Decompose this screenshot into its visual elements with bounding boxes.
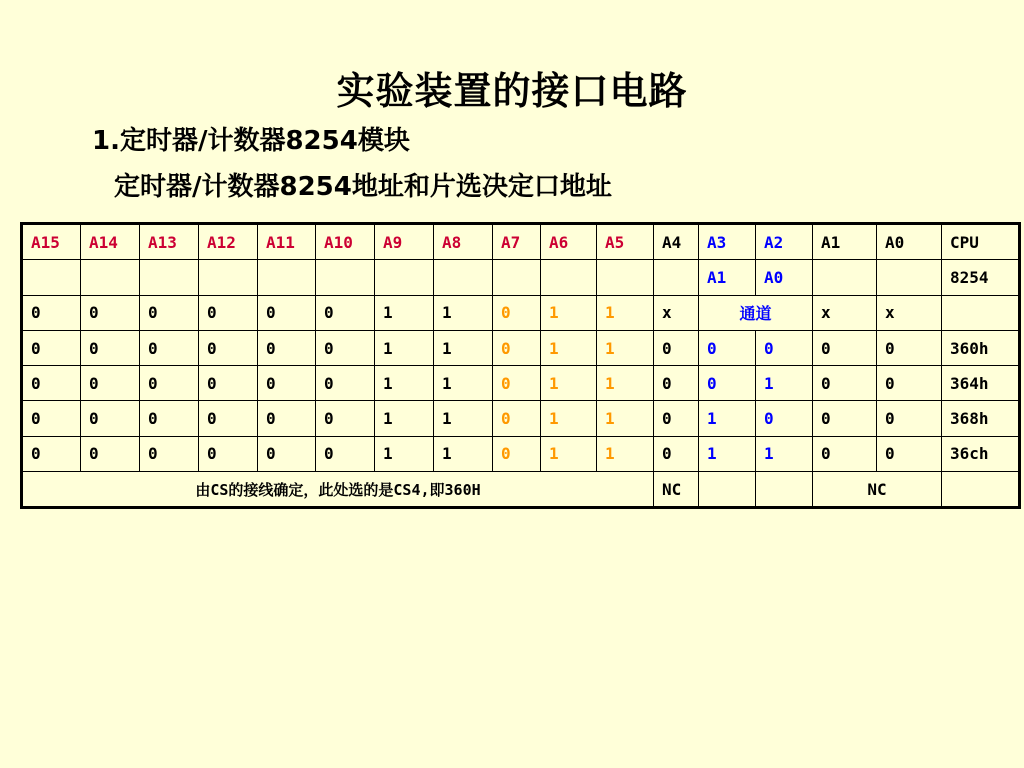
bit-cell: 1 — [375, 366, 434, 401]
bit-cell: 0 — [813, 366, 877, 401]
section-heading: 1.定时器/计数器8254模块 — [92, 126, 410, 156]
header-cell: A9 — [375, 224, 434, 260]
header-cell: A10 — [316, 224, 375, 260]
bit-cell: 0 — [22, 436, 81, 471]
bit-cell: 1 — [541, 436, 597, 471]
bit-cell: 0 — [654, 366, 699, 401]
address-row — [22, 330, 1020, 365]
bit-cell: 0 — [140, 401, 199, 436]
chip-name-cell: 8254 — [942, 260, 1020, 295]
empty-cell — [22, 260, 81, 295]
empty-cell — [699, 472, 756, 508]
bit-cell: 0 — [199, 401, 258, 436]
bit-cell: 0 — [493, 330, 541, 365]
bit-cell: 0 — [493, 436, 541, 471]
bit-cell: 0 — [654, 401, 699, 436]
bit-cell: 1 — [434, 330, 493, 365]
header-cell: A2 — [756, 224, 813, 260]
bit-cell: 0 — [140, 366, 199, 401]
bit-cell: 1 — [434, 401, 493, 436]
bit-cell: 0 — [699, 330, 756, 365]
bit-cell: 0 — [199, 436, 258, 471]
bit-cell: 0 — [258, 295, 316, 330]
channel-cell: 通道 — [699, 295, 813, 330]
bit-cell: x — [813, 295, 877, 330]
empty-cell — [199, 260, 258, 295]
nc-cell: NC — [813, 472, 942, 508]
empty-cell — [493, 260, 541, 295]
header-cell: A13 — [140, 224, 199, 260]
bit-cell: 0 — [22, 330, 81, 365]
bit-cell: 0 — [654, 436, 699, 471]
address-row — [22, 401, 1020, 436]
bit-cell: 0 — [22, 401, 81, 436]
bit-cell: 1 — [434, 436, 493, 471]
header-cell: A3 — [699, 224, 756, 260]
header-cell: A0 — [877, 224, 942, 260]
bit-cell: 0 — [258, 366, 316, 401]
bit-cell: 1 — [756, 366, 813, 401]
bit-cell: 0 — [493, 366, 541, 401]
bit-cell: 1 — [541, 366, 597, 401]
empty-cell — [316, 260, 375, 295]
bit-cell: 0 — [813, 436, 877, 471]
port-address-cell: 36ch — [942, 436, 1020, 471]
bit-cell: x — [877, 295, 942, 330]
empty-cell — [877, 260, 942, 295]
bit-cell: 0 — [756, 330, 813, 365]
bit-cell: 0 — [316, 401, 375, 436]
bit-cell: 0 — [258, 401, 316, 436]
bit-cell: 0 — [199, 366, 258, 401]
bit-cell: 0 — [258, 330, 316, 365]
empty-cell — [434, 260, 493, 295]
empty-cell — [942, 472, 1020, 508]
bit-cell: 1 — [597, 330, 654, 365]
bit-cell: 0 — [813, 330, 877, 365]
empty-cell — [375, 260, 434, 295]
chip-a0-cell: A0 — [756, 260, 813, 295]
bit-cell: 0 — [493, 401, 541, 436]
bit-cell: 0 — [258, 436, 316, 471]
header-cell: A14 — [81, 224, 140, 260]
bit-cell: 0 — [699, 366, 756, 401]
bit-cell: 0 — [316, 330, 375, 365]
bit-cell: 1 — [541, 295, 597, 330]
chip-select-note: 由CS的接线确定，此处选的是CS4,即360H — [22, 472, 654, 508]
bit-cell: 1 — [699, 401, 756, 436]
slide-title: 实验装置的接口电路 — [336, 68, 688, 113]
bit-cell: 0 — [654, 330, 699, 365]
empty-cell — [654, 260, 699, 295]
header-cell: A1 — [813, 224, 877, 260]
header-cell: A12 — [199, 224, 258, 260]
bit-cell: 0 — [81, 330, 140, 365]
bit-cell: x — [654, 295, 699, 330]
header-cell: A7 — [493, 224, 541, 260]
bit-cell: 0 — [493, 295, 541, 330]
section-subheading: 定时器/计数器8254地址和片选决定口地址 — [114, 172, 612, 202]
bit-cell: 0 — [199, 295, 258, 330]
bit-cell: 0 — [22, 366, 81, 401]
empty-cell — [942, 295, 1020, 330]
bit-cell: 1 — [597, 366, 654, 401]
bit-cell: 0 — [316, 366, 375, 401]
bit-cell: 0 — [199, 330, 258, 365]
bit-cell: 0 — [140, 295, 199, 330]
bit-cell: 0 — [877, 330, 942, 365]
port-address-cell: 368h — [942, 401, 1020, 436]
bit-cell: 1 — [756, 436, 813, 471]
bit-cell: 0 — [22, 295, 81, 330]
chip-a1-cell: A1 — [699, 260, 756, 295]
bit-cell: 0 — [877, 436, 942, 471]
bit-cell: 1 — [375, 401, 434, 436]
bit-cell: 1 — [434, 366, 493, 401]
header-row — [22, 224, 1020, 260]
empty-cell — [81, 260, 140, 295]
bit-cell: 1 — [375, 436, 434, 471]
bit-cell: 1 — [375, 295, 434, 330]
bit-cell: 1 — [434, 295, 493, 330]
bit-cell: 0 — [813, 401, 877, 436]
header-cell: A8 — [434, 224, 493, 260]
header-cell: CPU — [942, 224, 1020, 260]
bit-cell: 1 — [541, 401, 597, 436]
header-cell: A11 — [258, 224, 316, 260]
bit-cell: 1 — [375, 330, 434, 365]
bit-cell: 1 — [597, 436, 654, 471]
bit-cell: 1 — [597, 295, 654, 330]
bit-cell: 1 — [541, 330, 597, 365]
bit-cell: 0 — [316, 436, 375, 471]
bit-cell: 1 — [699, 436, 756, 471]
header-cell: A5 — [597, 224, 654, 260]
port-address-cell: 364h — [942, 366, 1020, 401]
address-row — [22, 436, 1020, 471]
address-row — [22, 366, 1020, 401]
bit-cell: 0 — [316, 295, 375, 330]
address-table — [20, 222, 1021, 509]
empty-cell — [140, 260, 199, 295]
header-cell: A15 — [22, 224, 81, 260]
bit-cell: 0 — [81, 436, 140, 471]
bit-cell: 0 — [756, 401, 813, 436]
empty-cell — [541, 260, 597, 295]
bit-cell: 0 — [877, 366, 942, 401]
empty-cell — [756, 472, 813, 508]
empty-cell — [813, 260, 877, 295]
header-cell: A6 — [541, 224, 597, 260]
nc-cell: NC — [654, 472, 699, 508]
footer-row — [22, 472, 1020, 508]
bit-cell: 0 — [140, 330, 199, 365]
empty-cell — [258, 260, 316, 295]
bit-cell: 0 — [81, 366, 140, 401]
bit-cell: 0 — [81, 295, 140, 330]
header-cell: A4 — [654, 224, 699, 260]
pattern-row — [22, 295, 1020, 330]
bit-cell: 1 — [597, 401, 654, 436]
bit-cell: 0 — [877, 401, 942, 436]
bit-cell: 0 — [140, 436, 199, 471]
port-address-cell: 360h — [942, 330, 1020, 365]
bit-cell: 0 — [81, 401, 140, 436]
empty-cell — [597, 260, 654, 295]
chip-address-row — [22, 260, 1020, 295]
